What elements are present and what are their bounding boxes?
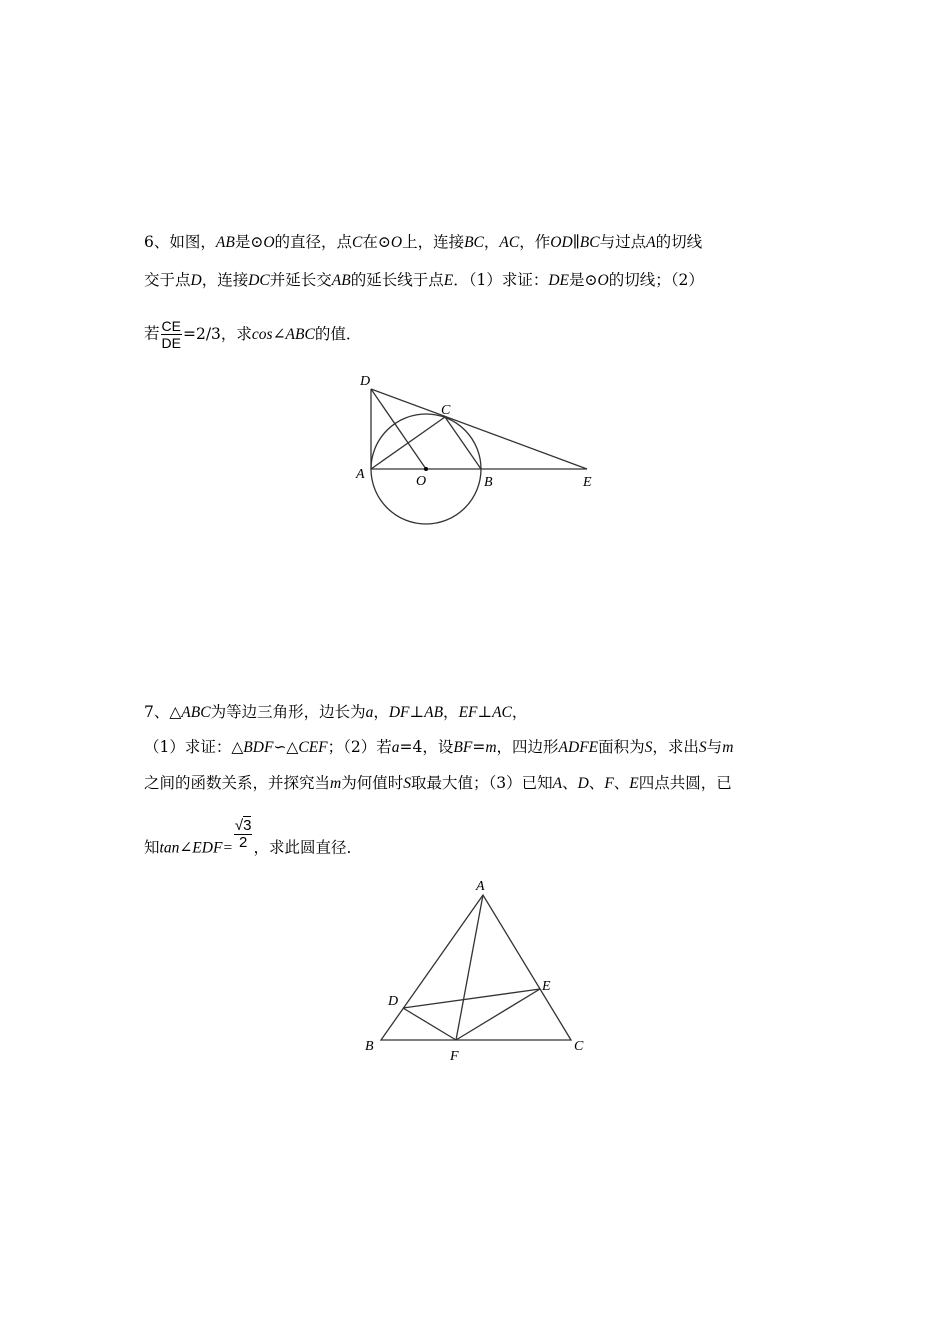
text-segment: AB xyxy=(215,234,235,251)
text-segment: 6、如图， xyxy=(144,233,216,251)
text-segment: DC xyxy=(248,272,270,289)
text-segment: AB xyxy=(424,704,444,721)
text-segment: a xyxy=(365,704,374,721)
text-segment: 与 xyxy=(706,738,723,756)
text-segment: m xyxy=(330,775,342,792)
label-a: A xyxy=(356,467,365,482)
text-segment: 的切线 xyxy=(655,233,703,251)
problem7-line3 xyxy=(144,773,732,794)
text-segment: 、 xyxy=(588,774,605,792)
text-segment: 的切线；（2） xyxy=(608,271,704,289)
text-segment: 7、△ xyxy=(144,703,182,721)
text-segment: BF xyxy=(453,739,473,756)
text-segment: cos∠ABC xyxy=(251,325,315,343)
text-segment: ， xyxy=(443,703,459,721)
text-segment: ；（2）若 xyxy=(327,738,392,756)
text-segment: ， xyxy=(483,233,500,251)
text-segment: BC xyxy=(464,234,484,251)
text-segment: A xyxy=(552,775,563,792)
segment-de xyxy=(371,389,587,469)
text-segment: EF xyxy=(458,704,478,721)
label-e: E xyxy=(583,475,592,490)
text-segment: 是⊙ xyxy=(234,233,264,251)
label-c: C xyxy=(574,1039,584,1054)
label-a: A xyxy=(476,879,485,894)
text-segment: ADFE xyxy=(558,739,599,756)
problem7-line2 xyxy=(144,737,733,758)
text-segment: ，作 xyxy=(519,233,551,251)
text-segment: ∽△ xyxy=(273,738,299,756)
sqrt-sign: √ xyxy=(234,817,244,834)
triangle-abc xyxy=(381,895,571,1040)
text-segment: 的值． xyxy=(314,324,362,343)
segment-cb xyxy=(445,417,481,469)
text-segment: = xyxy=(472,738,486,756)
text-segment: CEF xyxy=(298,739,328,756)
text-segment: O xyxy=(390,234,403,251)
segment-ac xyxy=(371,417,445,469)
text-segment: ⊥ xyxy=(409,703,425,721)
fraction-numerator: CE xyxy=(161,318,181,334)
problem7-line4 xyxy=(144,817,362,865)
text-segment: C xyxy=(352,234,363,251)
tan-expression: tan∠EDF= xyxy=(159,839,233,857)
text-segment: S xyxy=(403,775,411,792)
circle-tangent-figure xyxy=(350,365,610,535)
text-segment: 之间的函数关系，并探究当 xyxy=(144,774,331,792)
text-segment: 为等边三角形，边长为 xyxy=(210,703,366,721)
center-point-o xyxy=(424,467,428,471)
problem6-line3-prefix: 若 xyxy=(144,324,160,343)
label-d: D xyxy=(388,994,399,1009)
problem6-line3 xyxy=(144,318,361,351)
text-segment: 并延长交 xyxy=(269,271,332,289)
text-segment: F xyxy=(604,775,614,792)
problem6-line3-rest xyxy=(183,325,361,343)
text-segment: AC xyxy=(492,704,512,721)
problem6-line1 xyxy=(144,232,702,253)
label-c: C xyxy=(441,403,451,418)
text-segment: 的直径，点 xyxy=(274,233,353,251)
text-segment: ，求出 xyxy=(652,738,699,756)
text-segment: ．（1）求证： xyxy=(453,271,549,289)
text-segment: S xyxy=(698,739,707,756)
text-segment: O xyxy=(597,272,609,289)
text-segment: 为何值时 xyxy=(341,774,404,792)
text-segment: m xyxy=(722,739,734,756)
text-segment: D xyxy=(577,775,589,792)
text-segment: ，四边形 xyxy=(496,738,559,756)
text-segment: A xyxy=(646,234,656,251)
text-segment: 是⊙ xyxy=(569,271,598,289)
label-e: E xyxy=(542,979,551,994)
text-segment: a xyxy=(391,739,400,756)
text-segment: 取最大值；（3）已知 xyxy=(410,774,553,792)
text-segment: ⊥ xyxy=(477,703,493,721)
text-segment: S xyxy=(644,739,653,756)
segment-de xyxy=(403,989,540,1008)
problem7-line4-rest: ，求此圆直径． xyxy=(253,838,362,857)
text-segment: 、 xyxy=(613,774,630,792)
segment-do xyxy=(371,389,426,469)
label-b: B xyxy=(365,1039,374,1054)
text-segment: ， xyxy=(373,703,389,721)
text-segment: OD∥BC xyxy=(550,234,600,251)
problem7-line4-prefix: 知 xyxy=(144,838,160,857)
problem6-line2 xyxy=(144,270,704,291)
text-segment: DF xyxy=(388,704,410,721)
problem7-line1 xyxy=(144,702,527,723)
text-segment: E xyxy=(443,272,454,289)
equilateral-triangle-figure xyxy=(355,872,595,1072)
text-segment: =2/3，求 xyxy=(182,324,252,343)
text-segment: 交于点 xyxy=(144,271,191,289)
text-segment: 面积为 xyxy=(598,738,645,756)
text-segment: 在⊙ xyxy=(362,233,391,251)
text-segment: 四点共圆，已 xyxy=(638,774,732,792)
text-segment: 与过点 xyxy=(599,233,647,251)
text-segment: BDF xyxy=(243,739,274,756)
fraction-denominator: DE xyxy=(161,335,181,351)
radicand: 3 xyxy=(243,817,252,834)
text-segment: O xyxy=(263,234,275,251)
text-segment: DE xyxy=(548,272,570,289)
text-segment: 的延长线于点 xyxy=(350,271,444,289)
text-segment: AB xyxy=(331,272,351,289)
label-d: D xyxy=(360,374,371,389)
text-segment: E xyxy=(629,775,639,792)
segment-ef xyxy=(456,989,540,1040)
text-segment: ，连接 xyxy=(201,271,249,289)
text-segment: m xyxy=(485,739,497,756)
segment-af xyxy=(456,895,483,1040)
text-segment: ， xyxy=(511,703,528,721)
text-segment: D xyxy=(190,272,202,289)
text-segment: ABC xyxy=(181,704,211,721)
label-f: F xyxy=(450,1049,459,1064)
label-b: B xyxy=(484,475,493,490)
segment-df xyxy=(403,1008,456,1040)
fraction-numerator xyxy=(234,818,253,834)
ce-over-de-fraction xyxy=(161,318,182,351)
text-segment: 、 xyxy=(562,774,578,792)
text-segment: 上，连接 xyxy=(402,233,465,251)
text-segment: =4，设 xyxy=(399,738,454,756)
fraction-denominator: 2 xyxy=(234,834,253,851)
text-segment: AC xyxy=(499,234,520,251)
label-o: O xyxy=(416,474,427,489)
text-segment: （1）求证：△ xyxy=(144,738,244,756)
sqrt3-over-2-fraction xyxy=(234,818,253,851)
